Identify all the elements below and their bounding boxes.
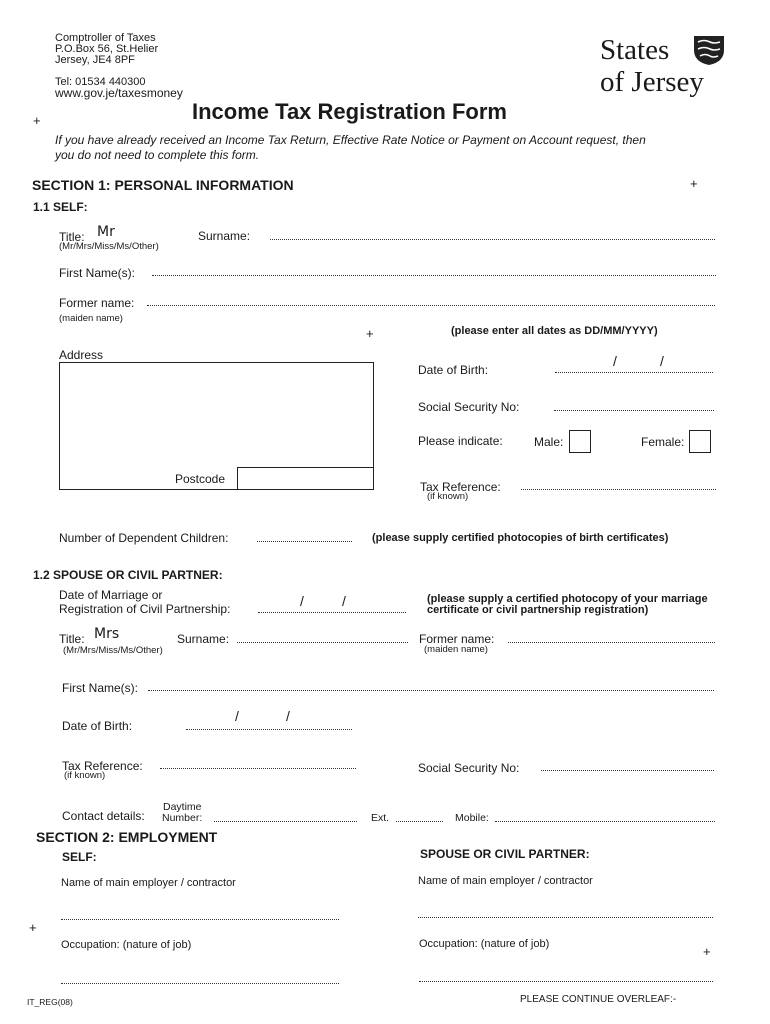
employment-self-heading: SELF: — [62, 850, 97, 864]
marriage-date-label-2: Registration of Civil Partnership: — [59, 602, 231, 616]
logo-text-states: States — [600, 34, 670, 66]
logo-text-of-jersey: of Jersey — [600, 66, 704, 98]
form-title: Income Tax Registration Form — [192, 99, 507, 124]
spouse-tax-ref-hint: (if known) — [64, 770, 106, 781]
spouse-employer-label: Name of main employer / contractor — [418, 875, 593, 887]
date-separator: / — [300, 593, 304, 609]
dates-format-note: (please enter all dates as DD/MM/YYYY) — [451, 325, 658, 337]
self-employer-field[interactable] — [61, 919, 339, 920]
spouse-occupation-field[interactable] — [419, 981, 713, 982]
spouse-title-label: Title: — [59, 632, 85, 646]
spouse-tax-ref-field[interactable] — [160, 768, 356, 769]
website: www.gov.je/taxesmoney — [55, 86, 183, 100]
states-of-jersey-logo — [598, 30, 738, 100]
self-former-name-field[interactable] — [147, 305, 715, 306]
daytime-number-label: Number: — [162, 812, 203, 824]
self-title-value[interactable]: Mr — [97, 224, 115, 240]
self-occupation-field[interactable] — [61, 983, 339, 984]
spouse-surname-label: Surname: — [177, 632, 230, 646]
self-first-names-label: First Name(s): — [59, 266, 135, 280]
self-occupation-label: Occupation: (nature of job) — [61, 939, 192, 951]
birth-certificates-note: (please supply certified photocopies of birth certificates) — [372, 532, 669, 544]
spouse-title-hint: (Mr/Mrs/Miss/Ms/Other) — [63, 645, 163, 656]
spouse-first-names-field[interactable] — [148, 690, 714, 691]
self-tax-ref-label: Tax Reference: — [420, 480, 501, 494]
spouse-ssn-field[interactable] — [541, 770, 714, 771]
ext-field[interactable] — [396, 821, 443, 822]
dependent-children-label: Number of Dependent Children: — [59, 531, 229, 545]
telephone: Tel: 01534 440300 — [55, 76, 146, 88]
ext-label: Ext. — [371, 812, 390, 824]
spouse-title-value[interactable]: Mrs — [94, 626, 120, 642]
registration-mark: + — [703, 944, 711, 959]
intro-line-2: you do not need to complete this form. — [55, 148, 260, 162]
dependent-children-field[interactable] — [257, 541, 352, 542]
employment-spouse-heading: SPOUSE OR CIVIL PARTNER: — [420, 847, 590, 861]
intro-line-1: If you have already received an Income Tax Return, Effective Rate Notice or Payment on Account request, then — [55, 133, 646, 147]
marriage-certificate-note-1: (please supply a certified photocopy of your marriage — [427, 593, 708, 605]
contact-details-label: Contact details: — [62, 809, 145, 823]
date-separator: / — [286, 708, 290, 724]
postcode-box[interactable] — [237, 467, 374, 490]
self-title-hint: (Mr/Mrs/Miss/Ms/Other) — [59, 241, 159, 252]
self-ssn-field[interactable] — [554, 410, 714, 411]
section-2-heading: SECTION 2: EMPLOYMENT — [36, 829, 218, 845]
spouse-heading: 1.2 SPOUSE OR CIVIL PARTNER: — [33, 568, 223, 582]
date-separator: / — [342, 593, 346, 609]
self-tax-ref-hint: (if known) — [427, 491, 469, 502]
registration-mark: + — [366, 326, 374, 341]
daytime-number-field[interactable] — [214, 821, 357, 822]
self-surname-label: Surname: — [198, 229, 251, 243]
self-dob-field[interactable] — [555, 372, 713, 373]
self-surname-field[interactable] — [270, 239, 715, 240]
continue-overleaf: PLEASE CONTINUE OVERLEAF:- — [520, 994, 677, 1005]
daytime-label: Daytime — [163, 801, 202, 813]
marriage-date-field[interactable] — [258, 612, 406, 613]
comptroller-address-line-1: Comptroller of Taxes — [55, 32, 156, 44]
self-first-names-field[interactable] — [152, 275, 716, 276]
jersey-crest-icon — [692, 34, 726, 66]
self-heading: 1.1 SELF: — [33, 200, 88, 214]
self-title-label: Title: — [59, 230, 85, 244]
spouse-dob-field[interactable] — [186, 729, 352, 730]
date-separator: / — [235, 708, 239, 724]
registration-mark: + — [690, 176, 698, 191]
date-separator: / — [613, 353, 617, 369]
spouse-former-name-label: Former name: — [419, 632, 495, 646]
male-checkbox[interactable] — [569, 430, 591, 453]
male-label: Male: — [534, 435, 564, 449]
gender-indicate-label: Please indicate: — [418, 434, 503, 448]
spouse-first-names-label: First Name(s): — [62, 681, 138, 695]
self-former-name-hint: (maiden name) — [59, 313, 123, 324]
date-separator: / — [660, 353, 664, 369]
registration-mark: + — [29, 920, 37, 935]
self-tax-ref-field[interactable] — [521, 489, 716, 490]
comptroller-address-line-2: P.O.Box 56, St.Helier — [55, 43, 159, 55]
self-dob-label: Date of Birth: — [418, 363, 489, 377]
mobile-label: Mobile: — [455, 812, 489, 824]
self-ssn-label: Social Security No: — [418, 400, 520, 414]
section-1-heading: SECTION 1: PERSONAL INFORMATION — [32, 177, 294, 193]
spouse-tax-ref-label: Tax Reference: — [62, 759, 143, 773]
female-checkbox[interactable] — [689, 430, 711, 453]
form-code: IT_REG(08) — [27, 997, 73, 1007]
marriage-certificate-note-2: certificate or civil partnership registration) — [427, 604, 649, 616]
spouse-dob-label: Date of Birth: — [62, 719, 133, 733]
postcode-label: Postcode — [175, 472, 226, 486]
spouse-former-name-field[interactable] — [508, 642, 715, 643]
self-former-name-label: Former name: — [59, 296, 135, 310]
spouse-former-name-hint: (maiden name) — [424, 644, 488, 655]
comptroller-address-line-3: Jersey, JE4 8PF — [55, 54, 135, 66]
self-employer-label: Name of main employer / contractor — [61, 877, 236, 889]
address-label: Address — [59, 348, 104, 362]
spouse-surname-field[interactable] — [237, 642, 408, 643]
mobile-field[interactable] — [495, 821, 715, 822]
registration-mark: + — [33, 113, 41, 128]
spouse-ssn-label: Social Security No: — [418, 761, 520, 775]
marriage-date-label-1: Date of Marriage or — [59, 588, 163, 602]
spouse-occupation-label: Occupation: (nature of job) — [419, 938, 550, 950]
female-label: Female: — [641, 435, 685, 449]
spouse-employer-field[interactable] — [418, 917, 713, 918]
